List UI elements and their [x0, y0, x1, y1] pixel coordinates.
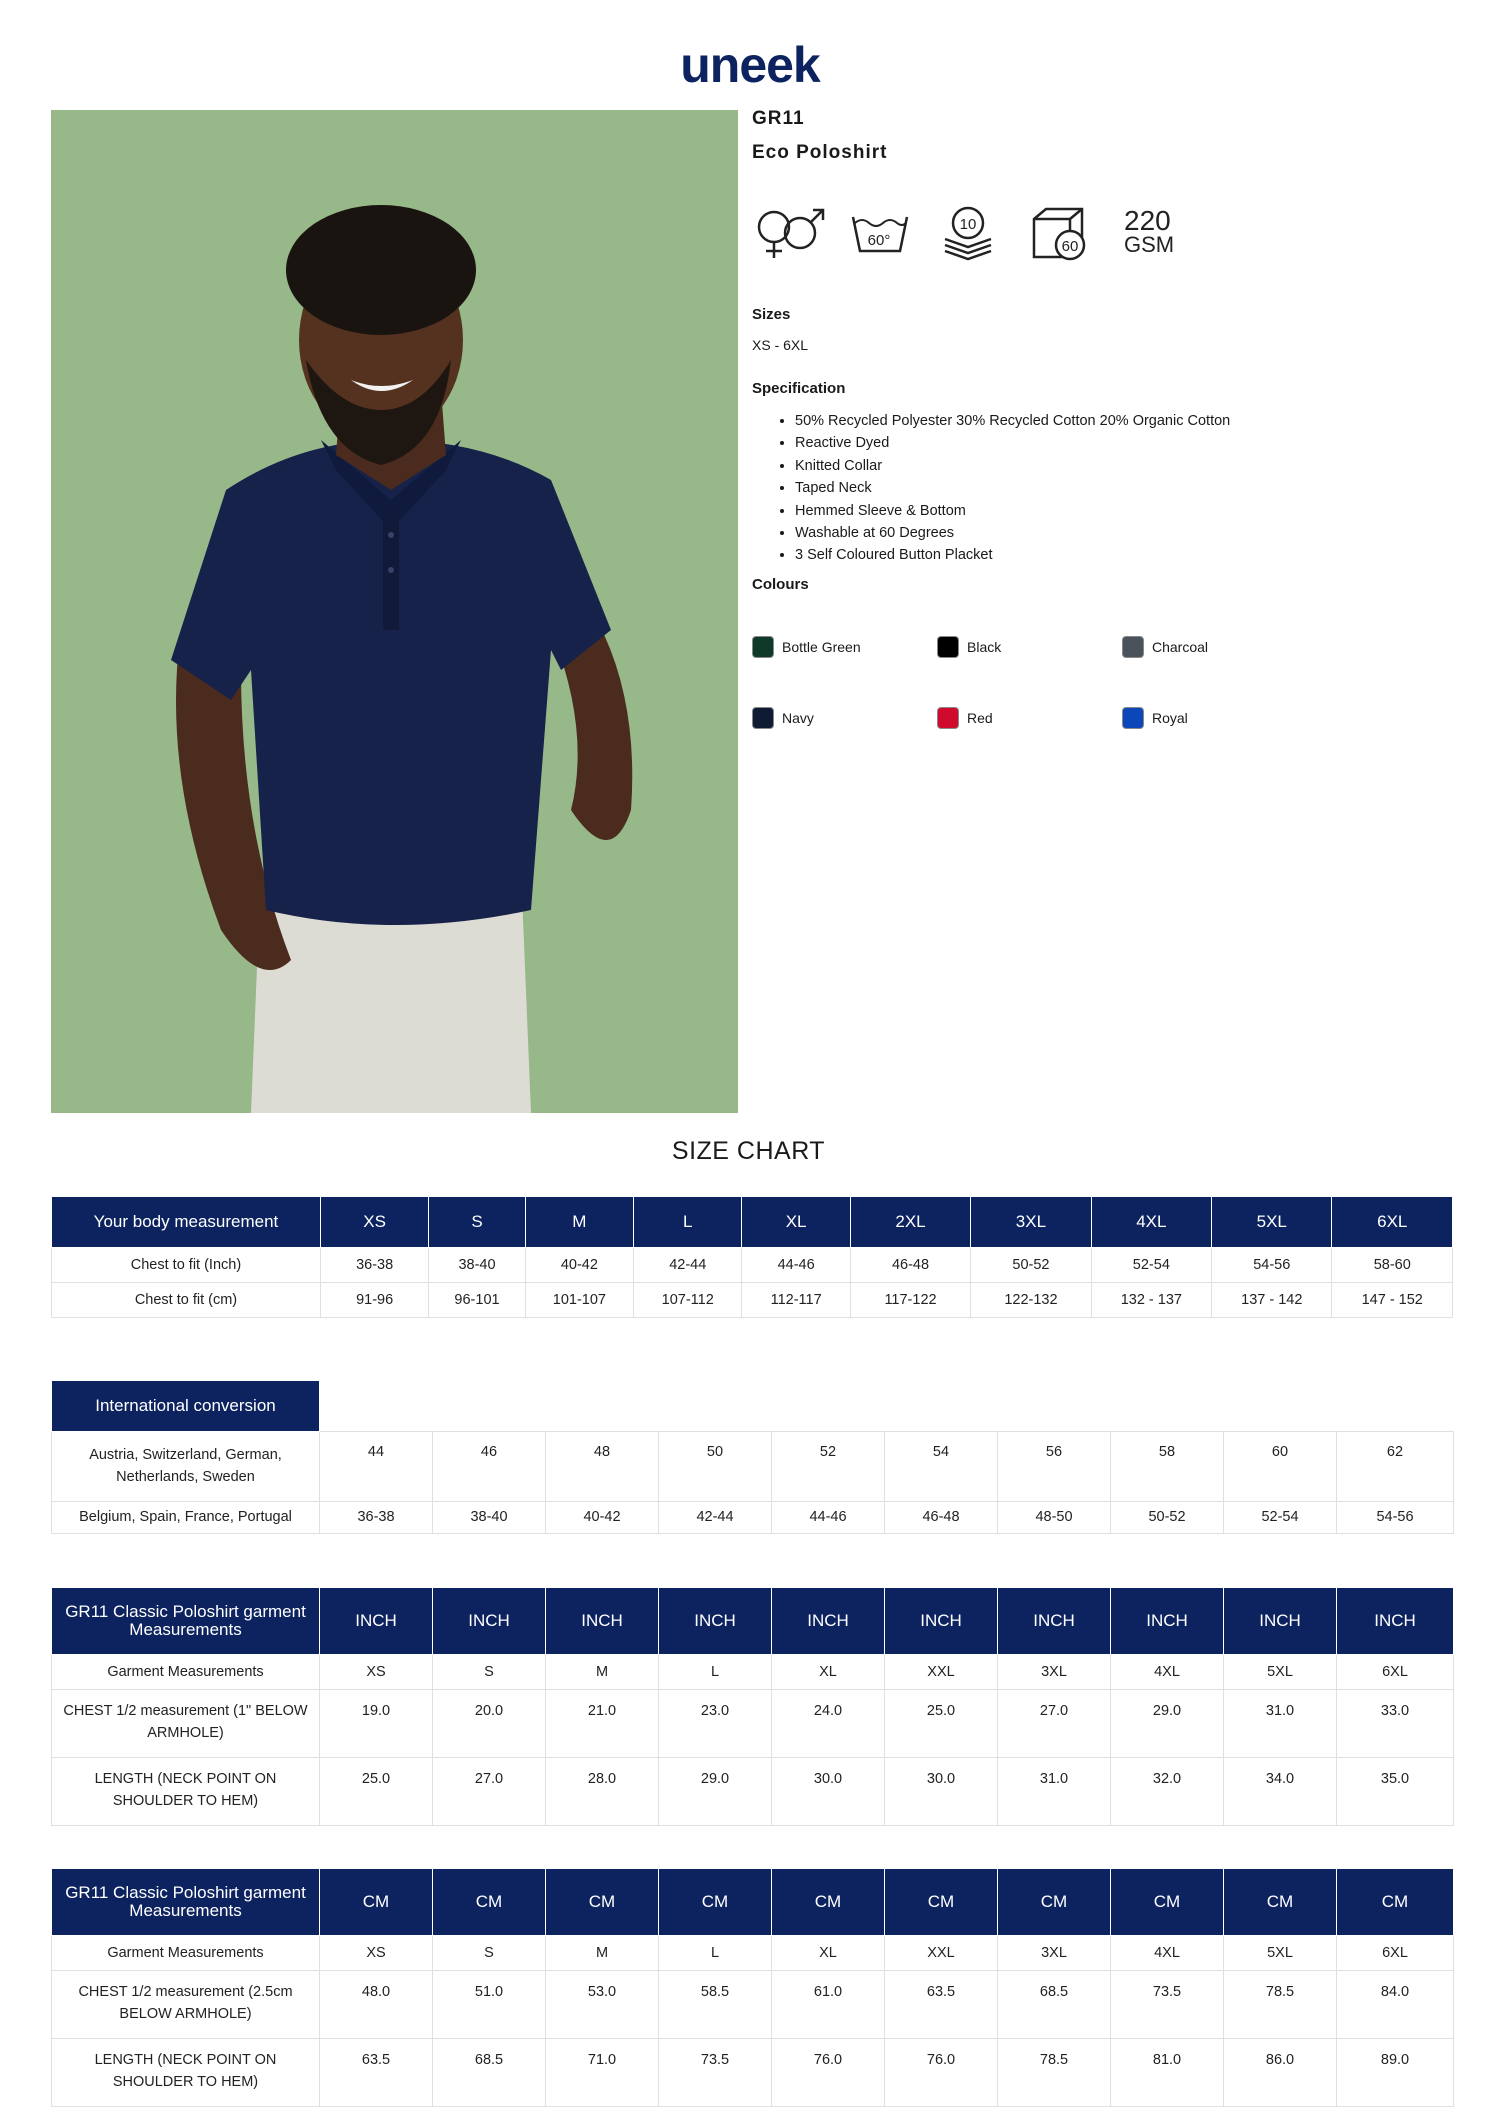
table-header-cell: INCH — [998, 1588, 1111, 1655]
table-header-cell: INCH — [659, 1588, 772, 1655]
table-header-cell: Your body measurement — [52, 1197, 321, 1248]
table-cell: 19.0 — [320, 1690, 433, 1758]
table-cell: 29.0 — [659, 1758, 772, 1826]
table-header-cell: International conversion — [52, 1381, 320, 1432]
table-row — [52, 1758, 1454, 1826]
table-header-cell: INCH — [1337, 1588, 1454, 1655]
table-cell: 38-40 — [433, 1502, 546, 1534]
table-cell: 96-101 — [429, 1283, 525, 1318]
table-cell: M — [546, 1655, 659, 1690]
table-header-cell: L — [634, 1197, 742, 1248]
table-cell: 29.0 — [1111, 1690, 1224, 1758]
table-cell: Chest to fit (cm) — [52, 1283, 321, 1318]
colour-label: Royal — [1152, 710, 1188, 726]
table-cell: XS — [320, 1655, 433, 1690]
table-header-cell: GR11 Classic Poloshirt garment Measurements — [52, 1869, 320, 1936]
gsm-weight — [1124, 205, 1175, 257]
colour-option-royal — [1122, 707, 1188, 729]
table-cell: 34.0 — [1224, 1758, 1337, 1826]
spec-item: • Taped Neck — [795, 477, 1230, 499]
table-header-cell: 2XL — [850, 1197, 970, 1248]
table-row — [52, 1655, 1454, 1690]
table-header-cell: CM — [1224, 1869, 1337, 1936]
uneek-logo — [655, 40, 845, 92]
table-cell: 76.0 — [885, 2039, 998, 2107]
table-cell: 56 — [998, 1432, 1111, 1502]
table-cell: 60 — [1224, 1432, 1337, 1502]
table-header-cell: CM — [546, 1869, 659, 1936]
table-header-cell: 4XL — [1091, 1197, 1211, 1248]
colour-label: Navy — [782, 710, 814, 726]
model-illustration — [51, 110, 738, 1113]
table-cell: XXL — [885, 1936, 998, 1971]
table-header-cell: INCH — [1111, 1588, 1224, 1655]
table-cell: 107-112 — [634, 1283, 742, 1318]
table-cell: 54-56 — [1212, 1248, 1332, 1283]
table-cell: 31.0 — [998, 1758, 1111, 1826]
svg-text:10: 10 — [959, 216, 977, 233]
product-code: GR11 — [752, 108, 805, 129]
table-cell: 76.0 — [772, 2039, 885, 2107]
product-info — [752, 108, 1452, 164]
colour-swatch — [937, 636, 959, 658]
table-header-row — [52, 1381, 1454, 1432]
table-header-cell: CM — [320, 1869, 433, 1936]
table-cell: 58 — [1111, 1432, 1224, 1502]
table-cell: LENGTH (NECK POINT ON SHOULDER TO HEM) — [52, 2039, 320, 2107]
table-cell: 28.0 — [546, 1758, 659, 1826]
table-cell: 3XL — [998, 1655, 1111, 1690]
table-cell: 24.0 — [772, 1690, 885, 1758]
table-cell: 4XL — [1111, 1655, 1224, 1690]
table-header-cell: INCH — [433, 1588, 546, 1655]
table-header-cell: INCH — [885, 1588, 998, 1655]
table-cell: 50-52 — [1111, 1502, 1224, 1534]
table-cell: 52 — [772, 1432, 885, 1502]
table-cell: Austria, Switzerland, German, Netherlands, Sweden — [52, 1432, 320, 1502]
table-cell: 30.0 — [772, 1758, 885, 1826]
box-60-icon — [1030, 205, 1090, 261]
table-cell: 30.0 — [885, 1758, 998, 1826]
colours-title: Colours — [752, 576, 809, 593]
specification-title: Specification — [752, 380, 846, 397]
table-cell: 38-40 — [429, 1248, 525, 1283]
table-cell: 73.5 — [659, 2039, 772, 2107]
body-measurement-table — [51, 1196, 1453, 1318]
table-cell: 147 - 152 — [1332, 1283, 1453, 1318]
wash-60-icon — [850, 205, 910, 261]
table-header-cell: CM — [998, 1869, 1111, 1936]
table-cell: 50 — [659, 1432, 772, 1502]
table-cell: 46 — [433, 1432, 546, 1502]
table-cell: Garment Measurements — [52, 1655, 320, 1690]
table-cell: Belgium, Spain, France, Portugal — [52, 1502, 320, 1534]
table-cell: S — [433, 1936, 546, 1971]
table-cell: 73.5 — [1111, 1971, 1224, 2039]
table-header-cell: S — [429, 1197, 525, 1248]
logo-text: uneek — [680, 40, 820, 92]
colour-option-red — [937, 707, 993, 729]
table-cell: 84.0 — [1337, 1971, 1454, 2039]
table-row — [52, 1936, 1454, 1971]
svg-text:60°: 60° — [867, 232, 891, 249]
table-cell: 86.0 — [1224, 2039, 1337, 2107]
table-header-cell: CM — [433, 1869, 546, 1936]
table-cell: LENGTH (NECK POINT ON SHOULDER TO HEM) — [52, 1758, 320, 1826]
table-cell: 27.0 — [433, 1758, 546, 1826]
table-cell: 48.0 — [320, 1971, 433, 2039]
table-cell: 122-132 — [971, 1283, 1091, 1318]
table-cell: 46-48 — [850, 1248, 970, 1283]
table-cell: 44-46 — [742, 1248, 850, 1283]
spec-item: • 3 Self Coloured Button Placket — [795, 544, 1230, 566]
table-header-cell: CM — [772, 1869, 885, 1936]
table-header-cell: INCH — [772, 1588, 885, 1655]
table-cell: 42-44 — [634, 1248, 742, 1283]
table-cell: 52-54 — [1091, 1248, 1211, 1283]
table-cell: 3XL — [998, 1936, 1111, 1971]
table-cell: 81.0 — [1111, 2039, 1224, 2107]
table-cell: 5XL — [1224, 1655, 1337, 1690]
feature-icons — [752, 205, 1202, 265]
table-cell: L — [659, 1936, 772, 1971]
colour-option-bottle-green — [752, 636, 861, 658]
size-chart-title: SIZE CHART — [671, 1137, 826, 1165]
colour-swatches — [752, 636, 1312, 736]
table-cell: 42-44 — [659, 1502, 772, 1534]
table-cell: 58.5 — [659, 1971, 772, 2039]
table-cell: 54-56 — [1337, 1502, 1454, 1534]
table-cell: 78.5 — [998, 2039, 1111, 2107]
table-cell: 61.0 — [772, 1971, 885, 2039]
table-cell: 46-48 — [885, 1502, 998, 1534]
table-cell: 21.0 — [546, 1690, 659, 1758]
table-header-cell: INCH — [546, 1588, 659, 1655]
table-cell: 48 — [546, 1432, 659, 1502]
table-cell: 4XL — [1111, 1936, 1224, 1971]
table-cell: 52-54 — [1224, 1502, 1337, 1534]
pack-10-icon — [940, 205, 996, 261]
table-header-cell: CM — [1337, 1869, 1454, 1936]
table-cell: 68.5 — [998, 1971, 1111, 2039]
colour-option-charcoal — [1122, 636, 1208, 658]
spec-item: • Hemmed Sleeve & Bottom — [795, 500, 1230, 522]
international-conversion-table — [51, 1380, 1454, 1534]
table-cell: 68.5 — [433, 2039, 546, 2107]
table-cell: XL — [772, 1936, 885, 1971]
table-header-cell: GR11 Classic Poloshirt garment Measurements — [52, 1588, 320, 1655]
colour-swatch — [1122, 636, 1144, 658]
table-cell: XS — [320, 1936, 433, 1971]
table-header-cell: 6XL — [1332, 1197, 1453, 1248]
table-cell: 63.5 — [885, 1971, 998, 2039]
table-row — [52, 1690, 1454, 1758]
table-header-cell: INCH — [320, 1588, 433, 1655]
table-cell: 53.0 — [546, 1971, 659, 2039]
table-row — [52, 1971, 1454, 2039]
table-cell: 36-38 — [320, 1248, 428, 1283]
table-cell: M — [546, 1936, 659, 1971]
table-cell: 63.5 — [320, 2039, 433, 2107]
table-header-cell: 5XL — [1212, 1197, 1332, 1248]
table-cell: 32.0 — [1111, 1758, 1224, 1826]
table-cell: Chest to fit (Inch) — [52, 1248, 321, 1283]
colour-option-navy — [752, 707, 814, 729]
table-cell: CHEST 1/2 measurement (2.5cm BELOW ARMHOLE) — [52, 1971, 320, 2039]
colour-label: Red — [967, 710, 993, 726]
product-name: Eco Poloshirt — [752, 142, 888, 163]
table-row — [52, 1283, 1453, 1318]
table-cell: 132 - 137 — [1091, 1283, 1211, 1318]
table-cell: 48-50 — [998, 1502, 1111, 1534]
table-header-row — [52, 1197, 1453, 1248]
colour-swatch — [937, 707, 959, 729]
table-cell: 91-96 — [320, 1283, 428, 1318]
spec-item: • Reactive Dyed — [795, 432, 1230, 454]
table-cell: 40-42 — [546, 1502, 659, 1534]
table-cell: 5XL — [1224, 1936, 1337, 1971]
table-cell: 51.0 — [433, 1971, 546, 2039]
spec-item: • Washable at 60 Degrees — [795, 522, 1230, 544]
gsm-value: 220 — [1124, 205, 1171, 236]
table-row — [52, 1248, 1453, 1283]
table-cell: 6XL — [1337, 1936, 1454, 1971]
table-header-cell: XL — [742, 1197, 850, 1248]
specification-list — [775, 410, 1230, 567]
colour-swatch — [1122, 707, 1144, 729]
table-cell: 33.0 — [1337, 1690, 1454, 1758]
colour-label: Black — [967, 639, 1002, 655]
table-header-cell: M — [525, 1197, 633, 1248]
table-cell: 44-46 — [772, 1502, 885, 1534]
colour-option-black — [937, 636, 1001, 658]
table-header-cell: CM — [885, 1869, 998, 1936]
table-cell: S — [433, 1655, 546, 1690]
table-cell: 62 — [1337, 1432, 1454, 1502]
product-photo — [51, 110, 738, 1113]
table-cell: XL — [772, 1655, 885, 1690]
table-cell: 89.0 — [1337, 2039, 1454, 2107]
table-header-cell: 3XL — [971, 1197, 1091, 1248]
table-cell: 112-117 — [742, 1283, 850, 1318]
table-cell: L — [659, 1655, 772, 1690]
table-row — [52, 2039, 1454, 2107]
table-cell: 25.0 — [320, 1758, 433, 1826]
table-header-cell: INCH — [1224, 1588, 1337, 1655]
table-cell: 20.0 — [433, 1690, 546, 1758]
sizes-title: Sizes — [752, 306, 791, 323]
inch-garment-table — [51, 1587, 1454, 1826]
table-cell: 27.0 — [998, 1690, 1111, 1758]
unisex-icon — [752, 205, 828, 261]
table-cell: 23.0 — [659, 1690, 772, 1758]
table-cell: Garment Measurements — [52, 1936, 320, 1971]
table-cell: CHEST 1/2 measurement (1" BELOW ARMHOLE) — [52, 1690, 320, 1758]
table-cell: 78.5 — [1224, 1971, 1337, 2039]
cm-garment-table — [51, 1868, 1454, 2107]
table-header-cell: CM — [1111, 1869, 1224, 1936]
table-cell: 50-52 — [971, 1248, 1091, 1283]
table-cell: 44 — [320, 1432, 433, 1502]
table-cell: 101-107 — [525, 1283, 633, 1318]
table-header-row — [52, 1869, 1454, 1936]
table-cell: 25.0 — [885, 1690, 998, 1758]
table-row — [52, 1432, 1454, 1502]
sizes-value: XS - 6XL — [752, 337, 809, 353]
colour-swatch — [752, 636, 774, 658]
table-cell: 137 - 142 — [1212, 1283, 1332, 1318]
table-cell: 31.0 — [1224, 1690, 1337, 1758]
svg-text:60: 60 — [1061, 238, 1079, 255]
table-cell: 117-122 — [850, 1283, 970, 1318]
table-cell: 54 — [885, 1432, 998, 1502]
table-header-cell: XS — [320, 1197, 428, 1248]
table-cell: XXL — [885, 1655, 998, 1690]
spec-item: • Knitted Collar — [795, 455, 1230, 477]
table-cell: 40-42 — [525, 1248, 633, 1283]
table-cell: 35.0 — [1337, 1758, 1454, 1826]
colour-label: Bottle Green — [782, 639, 861, 655]
colour-swatch — [752, 707, 774, 729]
table-cell: 6XL — [1337, 1655, 1454, 1690]
table-row — [52, 1502, 1454, 1534]
table-cell: 71.0 — [546, 2039, 659, 2107]
table-cell: 36-38 — [320, 1502, 433, 1534]
table-cell: 58-60 — [1332, 1248, 1453, 1283]
colour-label: Charcoal — [1152, 639, 1209, 655]
gsm-unit: GSM — [1124, 232, 1175, 257]
spec-item: • 50% Recycled Polyester 30% Recycled Cotton 20% Organic Cotton — [795, 410, 1230, 432]
table-header-row — [52, 1588, 1454, 1655]
table-header-cell: CM — [659, 1869, 772, 1936]
table-header-spacer — [320, 1381, 1454, 1432]
